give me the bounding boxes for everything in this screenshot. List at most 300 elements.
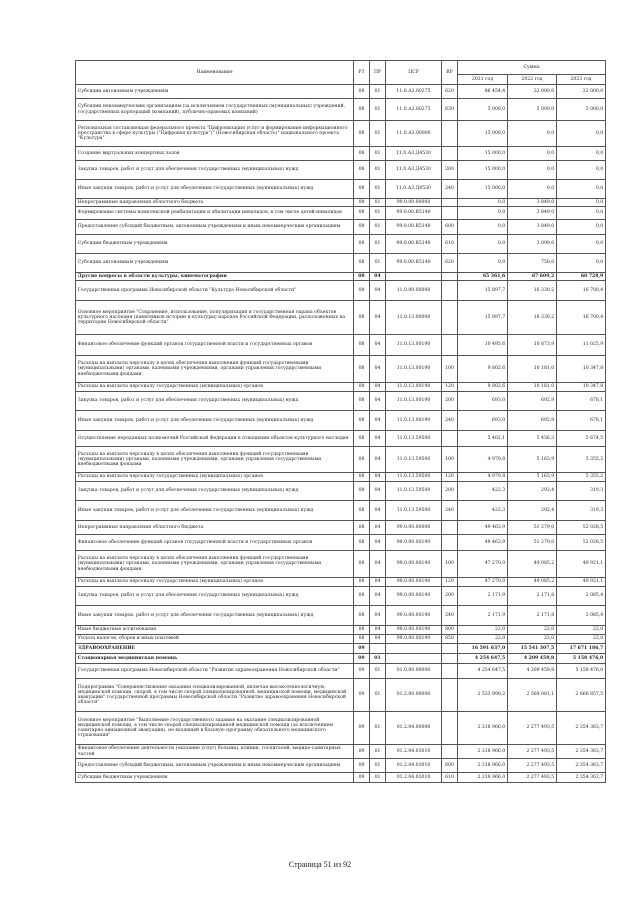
cell-rz: 08 bbox=[354, 383, 370, 392]
cell-rz: 08 bbox=[354, 578, 370, 587]
cell-v2: 750,0 bbox=[508, 254, 557, 273]
table-row bbox=[76, 482, 606, 501]
cell-vr: 630 bbox=[442, 99, 458, 121]
cell-name: Государственная программа Новосибирской области "Развитие здравоохранения Новосибирской области" bbox=[76, 664, 354, 679]
cell-v1: 5 000,0 bbox=[458, 99, 508, 121]
cell-csr: 11.0.13.00190 bbox=[386, 356, 442, 383]
table-row bbox=[76, 635, 606, 644]
cell-rz: 09 bbox=[354, 759, 370, 773]
cell-v3: 0,0 bbox=[557, 207, 606, 220]
cell-csr: 99.0.00.R5140 bbox=[386, 207, 442, 220]
table-row bbox=[76, 644, 606, 654]
cell-v2: 51 279,0 bbox=[508, 521, 557, 535]
table-row bbox=[76, 551, 606, 578]
cell-pr: 01 bbox=[370, 147, 386, 161]
cell-vr: 200 bbox=[442, 482, 458, 501]
table-row bbox=[76, 254, 606, 273]
table-row bbox=[76, 679, 606, 712]
cell-rz: 08 bbox=[354, 411, 370, 431]
cell-v3: 2 085,4 bbox=[557, 606, 606, 626]
cell-csr: 11.0.13.00190 bbox=[386, 411, 442, 431]
cell-csr: 11.0.13.00000 bbox=[386, 301, 442, 335]
table-row bbox=[76, 199, 606, 207]
cell-pr: 04 bbox=[370, 356, 386, 383]
cell-name: Расходы на выплаты персоналу в целях обеспечения выполнения функций государственными (муниципальными) органами, казенными учреждениями, органами управления государственными внебюджетными фондами bbox=[76, 356, 354, 383]
cell-v1: 9 802,6 bbox=[458, 356, 508, 383]
cell-csr: 11.0.А2.60275 bbox=[386, 85, 442, 99]
cell-rz: 08 bbox=[354, 220, 370, 235]
cell-rz: 08 bbox=[354, 121, 370, 147]
header-pr: ПР bbox=[370, 61, 386, 85]
cell-vr bbox=[442, 207, 458, 220]
cell-rz: 08 bbox=[354, 392, 370, 411]
cell-v3: 678,1 bbox=[557, 392, 606, 411]
cell-v3: 319,3 bbox=[557, 501, 606, 521]
cell-v1: 15 000,0 bbox=[458, 147, 508, 161]
cell-v1: 47 270,0 bbox=[458, 578, 508, 587]
table-row bbox=[76, 273, 606, 281]
cell-v1: 65 361,6 bbox=[458, 273, 508, 281]
cell-pr: 01 bbox=[370, 654, 386, 664]
cell-v2: 49 085,2 bbox=[508, 551, 557, 578]
cell-vr bbox=[442, 147, 458, 161]
cell-v2: 16 330,2 bbox=[508, 281, 557, 301]
cell-name: Формирование системы комплексной реабилитации и абилитации инвалидов, в том числе детей-инвалидов bbox=[76, 207, 354, 220]
cell-name: ЗДРАВООХРАНЕНИЕ bbox=[76, 644, 354, 654]
cell-v2: 67 609,2 bbox=[508, 273, 557, 281]
table-row bbox=[76, 85, 606, 99]
cell-rz: 08 bbox=[354, 521, 370, 535]
cell-v3: 0,0 bbox=[557, 235, 606, 254]
cell-v3: 16 700,4 bbox=[557, 301, 606, 335]
header-csr: ЦСР bbox=[386, 61, 442, 85]
table-row bbox=[76, 759, 606, 773]
cell-vr: 100 bbox=[442, 551, 458, 578]
cell-vr: 610 bbox=[442, 235, 458, 254]
cell-v1: 2 533 990,2 bbox=[458, 679, 508, 712]
cell-v3: 319,3 bbox=[557, 482, 606, 501]
cell-v3: 52 028,5 bbox=[557, 535, 606, 551]
cell-v2: 4 209 459,8 bbox=[508, 654, 557, 664]
cell-name: Финансовое обеспечение функций органов государственной власти и государственных органов bbox=[76, 535, 354, 551]
table-row bbox=[76, 161, 606, 180]
cell-v2: 10 181,0 bbox=[508, 383, 557, 392]
cell-v2: 32 000,0 bbox=[508, 85, 557, 99]
cell-rz: 08 bbox=[354, 501, 370, 521]
cell-v1: 0,0 bbox=[458, 254, 508, 273]
cell-vr bbox=[442, 644, 458, 654]
cell-rz: 08 bbox=[354, 254, 370, 273]
cell-vr bbox=[442, 521, 458, 535]
cell-name: Закупка товаров, работ и услуг для обеспечения государственных (муниципальных) нужд bbox=[76, 482, 354, 501]
cell-name: Уплата налогов, сборов и иных платежей bbox=[76, 635, 354, 644]
cell-csr: 01.2.00.00000 bbox=[386, 679, 442, 712]
cell-v1: 10 495,6 bbox=[458, 335, 508, 356]
table-row bbox=[76, 235, 606, 254]
cell-vr: 600 bbox=[442, 220, 458, 235]
cell-v3: 0,0 bbox=[557, 121, 606, 147]
table-row bbox=[76, 664, 606, 679]
cell-pr: 04 bbox=[370, 383, 386, 392]
cell-v2: 22,0 bbox=[508, 626, 557, 635]
table-row bbox=[76, 773, 606, 783]
cell-vr: 620 bbox=[442, 254, 458, 273]
cell-v3: 0,0 bbox=[557, 220, 606, 235]
cell-v1: 4 254 647,5 bbox=[458, 664, 508, 679]
header-name: Наименование bbox=[76, 61, 354, 85]
cell-vr: 240 bbox=[442, 411, 458, 431]
cell-v3: 5 158 476,0 bbox=[557, 654, 606, 664]
cell-csr: 99.0.00.00190 bbox=[386, 587, 442, 606]
cell-rz: 08 bbox=[354, 281, 370, 301]
cell-rz: 08 bbox=[354, 335, 370, 356]
cell-vr: 200 bbox=[442, 161, 458, 180]
cell-v2: 16 330,2 bbox=[508, 301, 557, 335]
cell-rz: 08 bbox=[354, 356, 370, 383]
cell-v1: 0,0 bbox=[458, 220, 508, 235]
cell-vr: 100 bbox=[442, 356, 458, 383]
cell-rz: 09 bbox=[354, 745, 370, 759]
cell-name: Субсидии автономным учреждениям bbox=[76, 85, 354, 99]
table-row bbox=[76, 587, 606, 606]
cell-v2: 292,4 bbox=[508, 501, 557, 521]
cell-csr bbox=[386, 654, 442, 664]
cell-vr bbox=[442, 712, 458, 745]
cell-v2: 4 209 459,8 bbox=[508, 664, 557, 679]
cell-pr: 04 bbox=[370, 301, 386, 335]
table-row bbox=[76, 501, 606, 521]
cell-vr bbox=[442, 431, 458, 447]
cell-csr: 11.0.13.00190 bbox=[386, 335, 442, 356]
cell-vr bbox=[442, 281, 458, 301]
cell-v2: 2 171,8 bbox=[508, 587, 557, 606]
cell-vr bbox=[442, 335, 458, 356]
cell-pr: 04 bbox=[370, 521, 386, 535]
cell-rz: 08 bbox=[354, 147, 370, 161]
cell-rz: 08 bbox=[354, 207, 370, 220]
cell-name: Подпрограмма "Совершенствование оказания специализированной, включая высокотехнологичную, медицинской помощи, скорой, в том числе скорой специализированной, медицинской помощи, медицинской эвакуации" государственной программы Новосибирской области "Развитие здравоохранения Новосибирской области" bbox=[76, 679, 354, 712]
cell-v1: 22,0 bbox=[458, 635, 508, 644]
table-row bbox=[76, 220, 606, 235]
cell-csr: 01.2.04.00000 bbox=[386, 712, 442, 745]
table-body bbox=[76, 85, 606, 783]
cell-rz: 08 bbox=[354, 199, 370, 207]
cell-v3: 52 028,5 bbox=[557, 521, 606, 535]
cell-rz: 08 bbox=[354, 85, 370, 99]
cell-v3: 2 085,4 bbox=[557, 587, 606, 606]
cell-name: Региональная составляющая федерального проекта "Цифровизация услуг и формирование информационного пространства в сфере культуры ("Цифровая культура")" (Новосибирская область)" национального проекта "Культура" bbox=[76, 121, 354, 147]
cell-pr: 04 bbox=[370, 281, 386, 301]
cell-v1: 2 218 966,0 bbox=[458, 759, 508, 773]
cell-csr: 11.0.13.00190 bbox=[386, 383, 442, 392]
cell-name: Финансовое обеспечение деятельности (оказание услуг) больниц, клиник, госпиталей, медико-санитарных частей bbox=[76, 745, 354, 759]
cell-csr: 01.0.00.00000 bbox=[386, 664, 442, 679]
cell-name: Субсидии бюджетным учреждениям bbox=[76, 235, 354, 254]
cell-csr: 11.0.13.59500 bbox=[386, 473, 442, 482]
cell-v3: 5 355,2 bbox=[557, 473, 606, 482]
cell-v2: 51 279,0 bbox=[508, 535, 557, 551]
cell-v2: 49 085,2 bbox=[508, 578, 557, 587]
cell-pr: 01 bbox=[370, 161, 386, 180]
cell-rz: 08 bbox=[354, 535, 370, 551]
table-row bbox=[76, 147, 606, 161]
cell-name: Стационарная медицинская помощь bbox=[76, 654, 354, 664]
table-row bbox=[76, 521, 606, 535]
cell-csr: 11.0.А3.Д4530 bbox=[386, 161, 442, 180]
cell-v3: 22,0 bbox=[557, 626, 606, 635]
cell-v3: 5 000,0 bbox=[557, 99, 606, 121]
cell-csr: 99.0.00.00190 bbox=[386, 535, 442, 551]
cell-vr bbox=[442, 745, 458, 759]
cell-vr: 850 bbox=[442, 635, 458, 644]
cell-v3: 68 728,9 bbox=[557, 273, 606, 281]
cell-pr: 01 bbox=[370, 254, 386, 273]
cell-rz: 08 bbox=[354, 626, 370, 635]
cell-name: Закупка товаров, работ и услуг для обеспечения государственных (муниципальных) нужд bbox=[76, 392, 354, 411]
cell-v3: 11 025,9 bbox=[557, 335, 606, 356]
cell-rz: 08 bbox=[354, 473, 370, 482]
cell-csr: 11.0.13.59500 bbox=[386, 431, 442, 447]
cell-pr: 01 bbox=[370, 712, 386, 745]
header-rz: РЗ bbox=[354, 61, 370, 85]
cell-csr: 11.0.А3.00000 bbox=[386, 121, 442, 147]
cell-v2: 3 099,0 bbox=[508, 235, 557, 254]
cell-name: Закупка товаров, работ и услуг для обеспечения государственных (муниципальных) нужд bbox=[76, 587, 354, 606]
table-row bbox=[76, 411, 606, 431]
cell-v3: 0,0 bbox=[557, 180, 606, 199]
cell-csr: 99.0.00.00190 bbox=[386, 551, 442, 578]
cell-v2: 3 849,0 bbox=[508, 207, 557, 220]
cell-csr: 01.2.04.03010 bbox=[386, 773, 442, 783]
cell-name: Расходы на выплаты персоналу государственных (муниципальных) органов bbox=[76, 383, 354, 392]
cell-name: Субсидии автономным учреждениям bbox=[76, 254, 354, 273]
cell-name: Другие вопросы в области культуры, кинематографии bbox=[76, 273, 354, 281]
cell-vr bbox=[442, 679, 458, 712]
cell-v1: 0,0 bbox=[458, 235, 508, 254]
cell-csr: 99.0.00.00000 bbox=[386, 199, 442, 207]
cell-csr bbox=[386, 644, 442, 654]
cell-name: Иные закупки товаров, работ и услуг для обеспечения государственных (муниципальных) нужд bbox=[76, 411, 354, 431]
cell-name: Предоставление субсидий бюджетным, автономным учреждениям и иным некоммерческим организациям bbox=[76, 220, 354, 235]
cell-vr: 200 bbox=[442, 587, 458, 606]
header-year-2022: 2022 год bbox=[508, 75, 557, 85]
cell-csr: 99.0.00.R5140 bbox=[386, 220, 442, 235]
table-row bbox=[76, 207, 606, 220]
cell-rz: 08 bbox=[354, 551, 370, 578]
cell-csr: 99.0.00.00190 bbox=[386, 626, 442, 635]
cell-rz: 08 bbox=[354, 180, 370, 199]
cell-csr: 11.0.13.59500 bbox=[386, 447, 442, 473]
cell-pr: 01 bbox=[370, 664, 386, 679]
cell-v3: 678,1 bbox=[557, 411, 606, 431]
cell-v3: 0,0 bbox=[557, 254, 606, 273]
cell-rz: 08 bbox=[354, 447, 370, 473]
cell-rz: 08 bbox=[354, 301, 370, 335]
cell-pr: 04 bbox=[370, 535, 386, 551]
cell-name: Расходы на выплаты персоналу в целях обеспечения выполнения функций государственными (муниципальными) органами, казенными учреждениями, органами управления государственными внебюджетными фондами bbox=[76, 551, 354, 578]
cell-v2: 3 849,0 bbox=[508, 220, 557, 235]
table-row bbox=[76, 606, 606, 626]
cell-csr: 01.2.04.03010 bbox=[386, 759, 442, 773]
table-row bbox=[76, 335, 606, 356]
table-row bbox=[76, 473, 606, 482]
cell-v2: 692,9 bbox=[508, 392, 557, 411]
cell-csr: 11.0.00.00000 bbox=[386, 281, 442, 301]
cell-pr: 01 bbox=[370, 207, 386, 220]
cell-v3: 0,0 bbox=[557, 199, 606, 207]
table-row bbox=[76, 578, 606, 587]
cell-v3: 5 674,5 bbox=[557, 431, 606, 447]
cell-v3: 2 354 363,7 bbox=[557, 773, 606, 783]
cell-csr bbox=[386, 273, 442, 281]
cell-v3: 32 000,0 bbox=[557, 85, 606, 99]
cell-name: Основное мероприятие "Сохранение, использование, популяризация и государственная охрана объектов культурного наследия (памятников истории и культуры) народов Российской Федерации, расположенных на территории Новосибирской области" bbox=[76, 301, 354, 335]
cell-vr: 240 bbox=[442, 501, 458, 521]
cell-v1: 693,0 bbox=[458, 411, 508, 431]
cell-v2: 0,0 bbox=[508, 147, 557, 161]
cell-rz: 09 bbox=[354, 654, 370, 664]
cell-v3: 5 355,2 bbox=[557, 447, 606, 473]
cell-v2: 2 277 493,5 bbox=[508, 712, 557, 745]
cell-pr: 01 bbox=[370, 121, 386, 147]
cell-pr: 04 bbox=[370, 431, 386, 447]
cell-name: Иные закупки товаров, работ и услуг для обеспечения государственных (муниципальных) нужд bbox=[76, 606, 354, 626]
table-row bbox=[76, 447, 606, 473]
cell-name: Иные закупки товаров, работ и услуг для обеспечения государственных (муниципальных) нужд bbox=[76, 501, 354, 521]
cell-v2: 5 163,9 bbox=[508, 447, 557, 473]
cell-v2: 15 541 307,5 bbox=[508, 644, 557, 654]
cell-v1: 0,0 bbox=[458, 199, 508, 207]
table-row bbox=[76, 180, 606, 199]
cell-pr: 04 bbox=[370, 635, 386, 644]
cell-vr: 240 bbox=[442, 606, 458, 626]
cell-vr bbox=[442, 199, 458, 207]
cell-v3: 0,0 bbox=[557, 147, 606, 161]
cell-csr: 99.0.00.00000 bbox=[386, 521, 442, 535]
table-row bbox=[76, 392, 606, 411]
cell-v1: 22,0 bbox=[458, 626, 508, 635]
cell-vr bbox=[442, 664, 458, 679]
cell-v1: 2 218 966,0 bbox=[458, 773, 508, 783]
cell-v3: 2 666 857,5 bbox=[557, 679, 606, 712]
cell-v3: 49 921,1 bbox=[557, 578, 606, 587]
cell-name: Расходы на выплаты персоналу государственных (муниципальных) органов bbox=[76, 578, 354, 587]
cell-pr: 04 bbox=[370, 482, 386, 501]
cell-pr: 01 bbox=[370, 99, 386, 121]
cell-vr: 120 bbox=[442, 578, 458, 587]
cell-pr: 04 bbox=[370, 335, 386, 356]
cell-pr: 01 bbox=[370, 235, 386, 254]
cell-v2: 0,0 bbox=[508, 121, 557, 147]
cell-pr: 01 bbox=[370, 773, 386, 783]
cell-v1: 4 979,8 bbox=[458, 473, 508, 482]
cell-v1: 47 270,0 bbox=[458, 551, 508, 578]
cell-csr: 99.0.00.00190 bbox=[386, 578, 442, 587]
budget-table bbox=[75, 60, 606, 783]
cell-rz: 08 bbox=[354, 635, 370, 644]
table-row bbox=[76, 626, 606, 635]
cell-pr: 04 bbox=[370, 273, 386, 281]
cell-v2: 292,4 bbox=[508, 482, 557, 501]
cell-csr: 11.0.13.59500 bbox=[386, 482, 442, 501]
header-year-2021: 2021 год bbox=[458, 75, 508, 85]
cell-rz: 09 bbox=[354, 664, 370, 679]
cell-csr: 11.0.13.59500 bbox=[386, 501, 442, 521]
cell-v3: 22,0 bbox=[557, 635, 606, 644]
cell-name: Расходы на выплаты персоналу в целях обеспечения выполнения функций государственными (муниципальными) органами, казенными учреждениями, органами управления государственными внебюджетными фондами bbox=[76, 447, 354, 473]
cell-v1: 15 000,0 bbox=[458, 161, 508, 180]
header-sum: Сумма bbox=[458, 61, 606, 75]
cell-v2: 0,0 bbox=[508, 180, 557, 199]
cell-rz: 08 bbox=[354, 235, 370, 254]
cell-pr: 04 bbox=[370, 626, 386, 635]
cell-v2: 5 456,3 bbox=[508, 431, 557, 447]
cell-pr: 01 bbox=[370, 85, 386, 99]
cell-v2: 3 849,0 bbox=[508, 199, 557, 207]
cell-v1: 86 454,4 bbox=[458, 85, 508, 99]
cell-rz: 08 bbox=[354, 587, 370, 606]
cell-csr: 99.0.00.00190 bbox=[386, 635, 442, 644]
cell-csr: 11.0.А3.Д4530 bbox=[386, 180, 442, 199]
cell-vr: 600 bbox=[442, 759, 458, 773]
cell-v1: 5 402,1 bbox=[458, 431, 508, 447]
cell-v1: 49 463,9 bbox=[458, 535, 508, 551]
cell-vr: 120 bbox=[442, 473, 458, 482]
table-row bbox=[76, 383, 606, 392]
cell-v1: 15 000,0 bbox=[458, 121, 508, 147]
cell-v2: 2 277 493,5 bbox=[508, 745, 557, 759]
cell-name: Создание виртуальных концертных залов bbox=[76, 147, 354, 161]
cell-csr: 11.0.А2.60275 bbox=[386, 99, 442, 121]
cell-rz: 09 bbox=[354, 712, 370, 745]
cell-v2: 22,0 bbox=[508, 635, 557, 644]
cell-v1: 15 000,0 bbox=[458, 180, 508, 199]
cell-csr: 99.0.00.00190 bbox=[386, 606, 442, 626]
cell-v1: 49 463,9 bbox=[458, 521, 508, 535]
cell-vr bbox=[442, 121, 458, 147]
table-row bbox=[76, 745, 606, 759]
cell-rz: 08 bbox=[354, 431, 370, 447]
cell-rz: 09 bbox=[354, 644, 370, 654]
cell-name: Осуществление переданных полномочий Российской Федерации в отношении объектов культурного наследия bbox=[76, 431, 354, 447]
cell-v1: 15 897,7 bbox=[458, 281, 508, 301]
header-year-2023: 2023 год bbox=[557, 75, 606, 85]
table-row bbox=[76, 301, 606, 335]
cell-rz: 08 bbox=[354, 273, 370, 281]
cell-pr: 01 bbox=[370, 745, 386, 759]
cell-pr: 01 bbox=[370, 180, 386, 199]
cell-name: Непрограммные направления областного бюджета bbox=[76, 521, 354, 535]
cell-v2: 5 000,0 bbox=[508, 99, 557, 121]
cell-v1: 4 254 647,5 bbox=[458, 654, 508, 664]
cell-rz: 08 bbox=[354, 606, 370, 626]
cell-name: Основное мероприятие "Выполнение государственного задания на оказание специализированной медицинской помощи, в том числе скорой специализированной медицинской помощи (за исключением санитарно-авиационной эвакуации), не входящей в базовую программу обязательного медицинского страхования" bbox=[76, 712, 354, 745]
cell-name: Иные закупки товаров, работ и услуг для обеспечения государственных (муниципальных) нужд bbox=[76, 180, 354, 199]
cell-csr: 11.0.А3.Д4530 bbox=[386, 147, 442, 161]
cell-v1: 693,0 bbox=[458, 392, 508, 411]
cell-v3: 16 700,4 bbox=[557, 281, 606, 301]
cell-v3: 17 671 186,7 bbox=[557, 644, 606, 654]
cell-vr: 240 bbox=[442, 180, 458, 199]
cell-v2: 2 277 493,5 bbox=[508, 773, 557, 783]
cell-v1: 15 897,7 bbox=[458, 301, 508, 335]
cell-pr: 01 bbox=[370, 199, 386, 207]
cell-name: Финансовое обеспечение функций органов государственной власти и государственных органов bbox=[76, 335, 354, 356]
cell-name: Непрограммные направления областного бюджета bbox=[76, 199, 354, 207]
table-row bbox=[76, 535, 606, 551]
cell-v1: 422,3 bbox=[458, 501, 508, 521]
cell-pr: 04 bbox=[370, 587, 386, 606]
